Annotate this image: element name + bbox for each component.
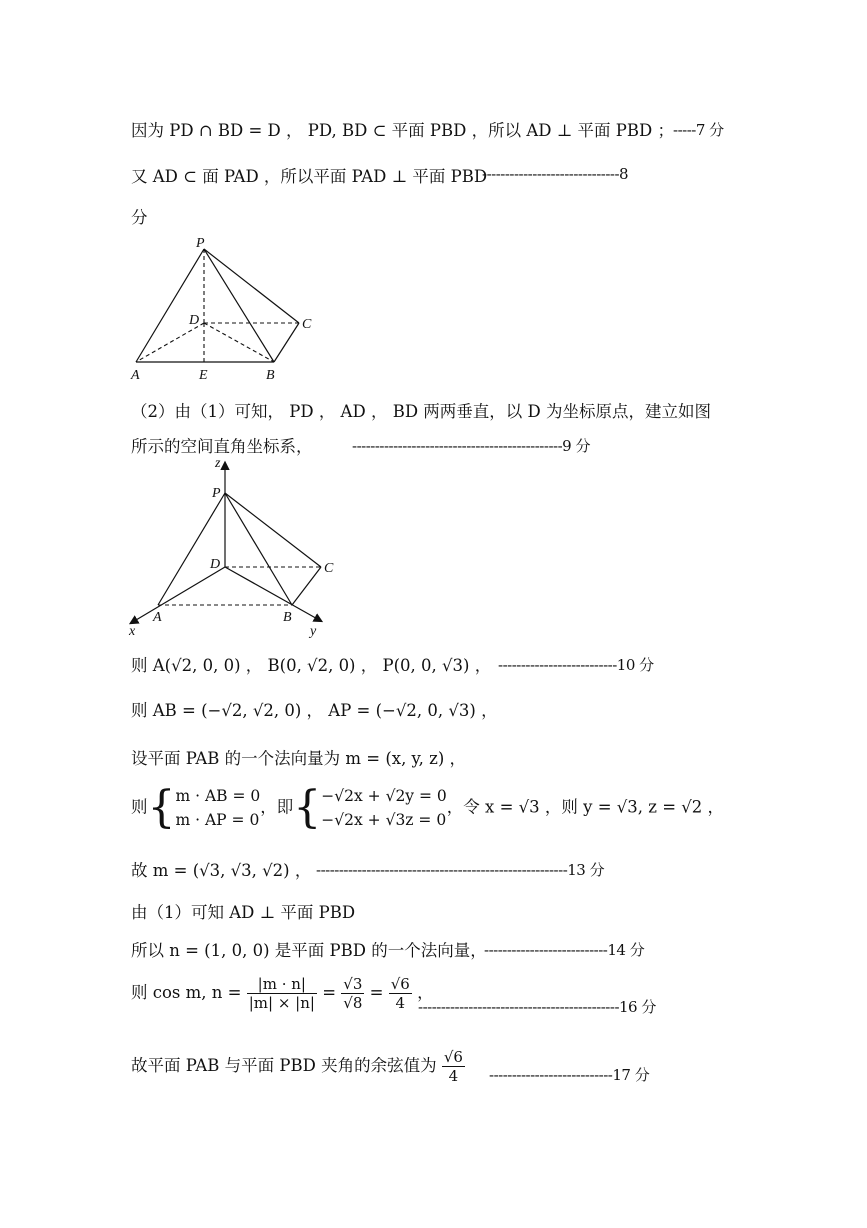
system-2: [321, 784, 447, 832]
label-E: E: [199, 368, 208, 382]
edge-DA: [136, 323, 204, 362]
frac-num: |m · n|: [247, 975, 317, 994]
axis-y: [225, 567, 321, 621]
line-point-coords: 则 A(√2, 0, 0) ， B(0, √2, 0) ， P(0, 0, √3) ，: [131, 656, 492, 675]
label-D: D: [189, 313, 200, 328]
eq-m-dot-ap: m · AP = 0: [175, 811, 260, 829]
line-m-vector: 故 m = (√3, √3, √2) ，: [131, 861, 312, 880]
eq-m-dot-ab: m · AB = 0: [175, 787, 261, 805]
edge-DB: [204, 323, 274, 362]
line-equation-system: [131, 784, 724, 832]
label-B: B: [283, 610, 292, 625]
score-8: ------------------------------8: [482, 165, 629, 183]
edge-BC: [274, 323, 299, 362]
pyramid-figure-1: [125, 232, 325, 382]
frac-den: √8: [343, 994, 363, 1012]
edge-PB: [204, 249, 274, 362]
label-A: A: [153, 610, 162, 625]
cos-tail: ，: [417, 983, 434, 1002]
score-7: -----7 分: [673, 121, 724, 139]
line-score-unit: 分: [131, 208, 148, 227]
cos-prefix: 则 cos m, n =: [131, 983, 242, 1002]
label-P: P: [212, 486, 221, 501]
line-normal-vector-def: 设平面 PAB 的一个法向量为 m = (x, y, z) ，: [131, 749, 467, 768]
edge-PC: [204, 249, 299, 323]
score-16: --------------------------------------------16 分: [418, 998, 656, 1016]
left-brace-2: {: [293, 782, 322, 833]
edge-PB: [225, 493, 292, 605]
line-vectors: 则 AB = (−√2, √2, 0) ， AP = (−√2, 0, √3) ，: [131, 701, 498, 720]
system-1: [176, 784, 261, 832]
label-C: C: [302, 317, 312, 332]
label-B: B: [266, 368, 275, 382]
label-C: C: [324, 561, 334, 576]
line-coord-system: 所示的空间直角坐标系，: [131, 437, 313, 456]
score-17: ---------------------------17 分: [489, 1066, 650, 1084]
score-9: ----------------------------------------------9 分: [352, 437, 590, 455]
pyramid-figure-2: [125, 455, 345, 640]
fraction-sqrt3-sqrt8: [341, 975, 364, 1012]
frac-den: |m| × |n|: [248, 994, 315, 1012]
fraction-abs-dot: [247, 975, 317, 1012]
eq-mid: ，即: [260, 797, 294, 817]
frac-num: √6: [390, 975, 410, 993]
line-n-vector: 所以 n = (1, 0, 0) 是平面 PBD 的一个法向量，: [131, 941, 487, 960]
edge-PA: [158, 493, 225, 605]
left-brace-1: {: [147, 782, 176, 833]
eq-prefix: 则: [131, 797, 148, 817]
label-D: D: [210, 557, 221, 572]
line-final-answer: [131, 1048, 465, 1085]
line-conclusion-ad-perp: 因为 PD ∩ BD = D ， PD, BD ⊂ 平面 PBD ，所以 AD ⊥ 平面 PBD ；: [131, 121, 674, 140]
frac-num: √3: [343, 975, 363, 993]
axis-x: [131, 567, 225, 623]
eq-tail: ，令 x = √3 ，则 y = √3, z = √2 ，: [446, 797, 725, 817]
eq-linear-1: −√2x + √2y = 0: [321, 787, 447, 805]
edge-PC: [225, 493, 321, 567]
label-P: P: [196, 236, 205, 251]
label-x: x: [129, 624, 136, 639]
line-cos-formula: 则 cos m, n = $\frac{|m \cdot n|}{|m| \times |n|}$ = $\frac{√3}{√8}$ = $\frac{√6}{4}$ ，: [131, 975, 434, 1012]
frac-den: 4: [395, 994, 406, 1012]
eq-linear-2: −√2x + √3z = 0: [321, 811, 447, 829]
frac-num: √6: [443, 1048, 463, 1066]
edge-BC: [292, 567, 321, 605]
label-y: y: [310, 624, 317, 639]
label-A: A: [131, 368, 140, 382]
score-10: --------------------------10 分: [498, 656, 654, 674]
fraction-sqrt6-4: [389, 975, 412, 1012]
line-ad-perp-pbd: 由（1）可知 AD ⊥ 平面 PBD: [131, 903, 356, 922]
label-z: z: [215, 456, 221, 471]
fraction-final: [442, 1048, 465, 1085]
edge-PA: [136, 249, 204, 362]
score-14: ---------------------------14 分: [484, 941, 645, 959]
line-part2-intro: （2）由（1）可知， PD ， AD ， BD 两两垂直，以 D 为坐标原点，建立如图: [131, 402, 712, 421]
score-13: -------------------------------------------------------13 分: [316, 861, 605, 879]
final-text: 故平面 PAB 与平面 PBD 夹角的余弦值为: [131, 1056, 437, 1075]
line-plane-perp: 又 AD ⊂ 面 PAD ，所以平面 PAD ⊥ 平面 PBD: [131, 167, 488, 186]
frac-den: 4: [448, 1067, 459, 1085]
